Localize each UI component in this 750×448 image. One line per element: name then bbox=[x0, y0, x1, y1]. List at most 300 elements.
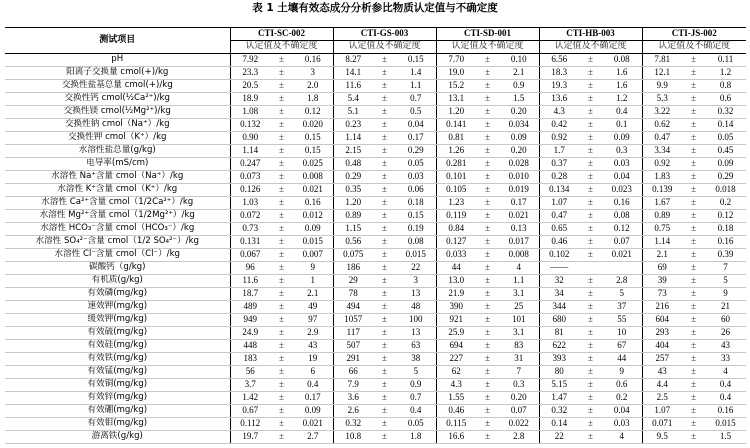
certified-value: 1.20 bbox=[436, 106, 476, 119]
uncertainty-value: 0.015 bbox=[293, 236, 333, 249]
certified-value: 8.27 bbox=[333, 54, 373, 67]
uncertainty-value: 0.07 bbox=[602, 236, 642, 249]
certified-value: 0.033 bbox=[436, 249, 476, 262]
certified-value: 622 bbox=[539, 340, 579, 353]
plus-minus-sign: ± bbox=[682, 67, 705, 80]
uncertainty-value: 2.7 bbox=[293, 431, 333, 444]
row-label: 交换性盐基总量 cmol(+)/kg bbox=[5, 80, 230, 93]
plus-minus-sign: ± bbox=[476, 210, 499, 223]
uncertainty-value: 0.007 bbox=[293, 249, 333, 262]
table-row bbox=[5, 236, 746, 249]
certified-value: 1.03 bbox=[230, 197, 270, 210]
plus-minus-sign: ± bbox=[579, 288, 602, 301]
uncertainty-value: 0.09 bbox=[293, 223, 333, 236]
uncertainty-value: 0.18 bbox=[705, 223, 746, 236]
plus-minus-sign: ± bbox=[373, 106, 396, 119]
row-label: 有效磷(mg/kg) bbox=[5, 288, 230, 301]
plus-minus-sign: ± bbox=[373, 301, 396, 314]
certified-value: 1.42 bbox=[230, 392, 270, 405]
uncertainty-value: 0.6 bbox=[602, 379, 642, 392]
plus-minus-sign: ± bbox=[579, 132, 602, 145]
plus-minus-sign: ± bbox=[270, 418, 293, 431]
certified-value: 13.1 bbox=[436, 93, 476, 106]
certified-value: 0.89 bbox=[642, 210, 682, 223]
uncertainty-value: 2.0 bbox=[293, 80, 333, 93]
plus-minus-sign: ± bbox=[476, 301, 499, 314]
plus-minus-sign: ± bbox=[373, 119, 396, 132]
certified-value: 9.9 bbox=[642, 80, 682, 93]
certified-value: 494 bbox=[333, 301, 373, 314]
uncertainty-value: 0.021 bbox=[602, 249, 642, 262]
plus-minus-sign: ± bbox=[579, 54, 602, 67]
table-row bbox=[5, 431, 746, 444]
plus-minus-sign: ± bbox=[579, 314, 602, 327]
row-label: pH bbox=[5, 54, 230, 67]
certified-value: 0.67 bbox=[230, 405, 270, 418]
plus-minus-sign: ± bbox=[270, 197, 293, 210]
uncertainty-value: 0.3 bbox=[499, 379, 539, 392]
uncertainty-value: 0.39 bbox=[705, 249, 746, 262]
plus-minus-sign: ± bbox=[579, 171, 602, 184]
plus-minus-sign: ± bbox=[579, 210, 602, 223]
uncertainty-value: 0.07 bbox=[499, 405, 539, 418]
plus-minus-sign: ± bbox=[579, 405, 602, 418]
plus-minus-sign: ± bbox=[270, 379, 293, 392]
certified-value: 15.2 bbox=[436, 80, 476, 93]
plus-minus-sign: ± bbox=[579, 340, 602, 353]
certified-value: 7.9 bbox=[333, 379, 373, 392]
uncertainty-value: 0.7 bbox=[396, 392, 436, 405]
uncertainty-value: 1.5 bbox=[499, 93, 539, 106]
uncertainty-value: 55 bbox=[602, 314, 642, 327]
certified-value: 2.15 bbox=[333, 145, 373, 158]
plus-minus-sign: ± bbox=[476, 379, 499, 392]
uncertainty-value: 0.09 bbox=[499, 132, 539, 145]
uncertainty-value: 19 bbox=[293, 353, 333, 366]
plus-minus-sign: ± bbox=[476, 93, 499, 106]
plus-minus-sign: ± bbox=[579, 197, 602, 210]
certified-value: 32 bbox=[539, 275, 579, 288]
certified-value: 56 bbox=[230, 366, 270, 379]
certified-value: 0.42 bbox=[539, 119, 579, 132]
uncertainty-value: 4 bbox=[705, 366, 746, 379]
certified-value: 0.14 bbox=[539, 418, 579, 431]
sub-header: 认定值及不确定度 bbox=[642, 41, 746, 54]
uncertainty-value: 43 bbox=[293, 340, 333, 353]
plus-minus-sign: ± bbox=[373, 353, 396, 366]
uncertainty-value: 9 bbox=[705, 288, 746, 301]
plus-minus-sign: ± bbox=[270, 54, 293, 67]
certified-value: 489 bbox=[230, 301, 270, 314]
certified-value: 1.14 bbox=[333, 132, 373, 145]
certified-value: 73 bbox=[642, 288, 682, 301]
plus-minus-sign: ± bbox=[682, 327, 705, 340]
plus-minus-sign: ± bbox=[373, 340, 396, 353]
row-label: 速效钾(mg/kg) bbox=[5, 301, 230, 314]
table-row bbox=[5, 418, 746, 431]
uncertainty-value: 48 bbox=[396, 301, 436, 314]
plus-minus-sign: ± bbox=[373, 210, 396, 223]
certified-value: 227 bbox=[436, 353, 476, 366]
plus-minus-sign: ± bbox=[373, 314, 396, 327]
certified-value: 0.29 bbox=[333, 171, 373, 184]
plus-minus-sign: ± bbox=[270, 236, 293, 249]
uncertainty-value: 1 bbox=[293, 275, 333, 288]
uncertainty-value: 33 bbox=[705, 353, 746, 366]
plus-minus-sign: ± bbox=[682, 158, 705, 171]
uncertainty-value: 0.16 bbox=[293, 54, 333, 67]
certified-value: 80 bbox=[539, 366, 579, 379]
row-label: 水溶性 Ca²⁺含量 cmol（1/2Ca²⁺）/kg bbox=[5, 197, 230, 210]
uncertainty-value: 0.15 bbox=[396, 210, 436, 223]
plus-minus-sign: ± bbox=[270, 184, 293, 197]
uncertainty-value: 0.03 bbox=[602, 158, 642, 171]
uncertainty-value: 0.08 bbox=[602, 210, 642, 223]
certified-value: 44 bbox=[436, 262, 476, 275]
uncertainty-value: 0.08 bbox=[602, 54, 642, 67]
certified-value: 2.1 bbox=[642, 249, 682, 262]
plus-minus-sign: ± bbox=[579, 67, 602, 80]
plus-minus-sign: ± bbox=[373, 275, 396, 288]
certified-value: 1.47 bbox=[539, 392, 579, 405]
certified-value: 694 bbox=[436, 340, 476, 353]
plus-minus-sign: ± bbox=[373, 405, 396, 418]
certified-value: 0.281 bbox=[436, 158, 476, 171]
certified-value: 3.6 bbox=[333, 392, 373, 405]
table-row bbox=[5, 379, 746, 392]
certified-value: 0.32 bbox=[539, 405, 579, 418]
uncertainty-value: 43 bbox=[705, 340, 746, 353]
plus-minus-sign: ± bbox=[476, 80, 499, 93]
certified-value: 19.0 bbox=[436, 67, 476, 80]
plus-minus-sign: ± bbox=[270, 327, 293, 340]
plus-minus-sign: ± bbox=[579, 119, 602, 132]
certified-value: 390 bbox=[436, 301, 476, 314]
certified-value: 1.83 bbox=[642, 171, 682, 184]
uncertainty-value: 21 bbox=[705, 301, 746, 314]
certified-value: 117 bbox=[333, 327, 373, 340]
certified-value: 0.112 bbox=[230, 418, 270, 431]
certified-value: 1.20 bbox=[333, 197, 373, 210]
plus-minus-sign: ± bbox=[476, 106, 499, 119]
plus-minus-sign: ± bbox=[373, 379, 396, 392]
certified-value: 0.102 bbox=[539, 249, 579, 262]
uncertainty-value: 0.13 bbox=[499, 223, 539, 236]
plus-minus-sign: ± bbox=[270, 275, 293, 288]
plus-minus-sign: ± bbox=[476, 119, 499, 132]
uncertainty-value: 0.021 bbox=[293, 418, 333, 431]
uncertainty-value: 0.9 bbox=[396, 379, 436, 392]
plus-minus-sign: ± bbox=[682, 288, 705, 301]
uncertainty-value: 0.010 bbox=[499, 171, 539, 184]
certified-value: 18.7 bbox=[230, 288, 270, 301]
plus-minus-sign: ± bbox=[682, 301, 705, 314]
certified-value: 3.22 bbox=[642, 106, 682, 119]
uncertainty-value: 0.05 bbox=[396, 158, 436, 171]
uncertainty-value: 0.4 bbox=[705, 379, 746, 392]
plus-minus-sign: ± bbox=[682, 340, 705, 353]
plus-minus-sign: ± bbox=[373, 132, 396, 145]
certified-value: 1.7 bbox=[539, 145, 579, 158]
certified-value: 1.23 bbox=[436, 197, 476, 210]
row-label: 水溶性 Mg²⁺含量 cmol（1/2Mg²⁺）/kg bbox=[5, 210, 230, 223]
plus-minus-sign: ± bbox=[682, 184, 705, 197]
certified-value: 0.84 bbox=[436, 223, 476, 236]
uncertainty-value: 3 bbox=[396, 275, 436, 288]
row-label: 交换性钙 cmol(½Ca²⁺)/kg bbox=[5, 93, 230, 106]
plus-minus-sign: ± bbox=[373, 184, 396, 197]
plus-minus-sign: ± bbox=[579, 392, 602, 405]
certified-value: 1.07 bbox=[642, 405, 682, 418]
uncertainty-value: 0.012 bbox=[293, 210, 333, 223]
uncertainty-value: 0.12 bbox=[602, 223, 642, 236]
uncertainty-value: 0.18 bbox=[396, 197, 436, 210]
certified-value: 0.119 bbox=[436, 210, 476, 223]
plus-minus-sign: ± bbox=[682, 353, 705, 366]
certified-value: 3.34 bbox=[642, 145, 682, 158]
uncertainty-value: 0.16 bbox=[705, 405, 746, 418]
certified-value: 0.32 bbox=[333, 418, 373, 431]
plus-minus-sign: ± bbox=[579, 275, 602, 288]
row-label: 阳离子交换量 cmol(+)/kg bbox=[5, 67, 230, 80]
uncertainty-value: 1.2 bbox=[602, 93, 642, 106]
certified-value: 0.37 bbox=[539, 158, 579, 171]
plus-minus-sign: ± bbox=[476, 249, 499, 262]
certified-value: 0.65 bbox=[539, 223, 579, 236]
plus-minus-sign: ± bbox=[476, 184, 499, 197]
plus-minus-sign: ± bbox=[579, 379, 602, 392]
certified-value: 183 bbox=[230, 353, 270, 366]
certified-value: 19.7 bbox=[230, 431, 270, 444]
plus-minus-sign: ± bbox=[373, 288, 396, 301]
plus-minus-sign: ± bbox=[682, 223, 705, 236]
uncertainty-value: 0.04 bbox=[602, 171, 642, 184]
table-body bbox=[5, 54, 746, 444]
certified-value: 344 bbox=[539, 301, 579, 314]
uncertainty-value: 2.8 bbox=[602, 275, 642, 288]
certified-value: 0.073 bbox=[230, 171, 270, 184]
uncertainty-value: 0.034 bbox=[499, 119, 539, 132]
plus-minus-sign: ± bbox=[270, 301, 293, 314]
row-label: 交换性钾 cmol（K⁺）/kg bbox=[5, 132, 230, 145]
table-row bbox=[5, 223, 746, 236]
plus-minus-sign: ± bbox=[373, 418, 396, 431]
uncertainty-value: 0.11 bbox=[705, 54, 746, 67]
uncertainty-value: 9 bbox=[602, 366, 642, 379]
row-label: 交换性镁 cmol(½Mg²⁺)/kg bbox=[5, 106, 230, 119]
uncertainty-value: 0.03 bbox=[602, 418, 642, 431]
uncertainty-value: 0.06 bbox=[396, 184, 436, 197]
certified-value: —— bbox=[539, 262, 579, 275]
plus-minus-sign: ± bbox=[373, 262, 396, 275]
plus-minus-sign: ± bbox=[270, 158, 293, 171]
plus-minus-sign: ± bbox=[579, 353, 602, 366]
plus-minus-sign: ± bbox=[476, 288, 499, 301]
plus-minus-sign: ± bbox=[682, 366, 705, 379]
certified-value: 0.35 bbox=[333, 184, 373, 197]
uncertainty-value: 0.4 bbox=[602, 106, 642, 119]
row-label: 有效锰(mg/kg) bbox=[5, 366, 230, 379]
uncertainty-value: 1.4 bbox=[396, 67, 436, 80]
plus-minus-sign: ± bbox=[270, 262, 293, 275]
sub-header: 认定值及不确定度 bbox=[539, 41, 642, 54]
table-row bbox=[5, 171, 746, 184]
certified-value: 69 bbox=[642, 262, 682, 275]
certified-value: 0.75 bbox=[642, 223, 682, 236]
uncertainty-value: 4 bbox=[499, 262, 539, 275]
plus-minus-sign: ± bbox=[476, 145, 499, 158]
row-label: 水溶性 HCO₃⁻含量 cmol（HCO₃⁻）/kg bbox=[5, 223, 230, 236]
uncertainty-value: 0.09 bbox=[705, 158, 746, 171]
plus-minus-sign: ± bbox=[476, 158, 499, 171]
uncertainty-value: 0.17 bbox=[293, 392, 333, 405]
uncertainty-value: 0.8 bbox=[705, 80, 746, 93]
plus-minus-sign: ± bbox=[476, 262, 499, 275]
plus-minus-sign: ± bbox=[373, 145, 396, 158]
certified-value: 0.28 bbox=[539, 171, 579, 184]
uncertainty-value: 0.008 bbox=[293, 171, 333, 184]
table-row bbox=[5, 184, 746, 197]
uncertainty-value: 0.20 bbox=[499, 392, 539, 405]
certified-value: 14.1 bbox=[333, 67, 373, 80]
plus-minus-sign: ± bbox=[270, 93, 293, 106]
uncertainty-value: 0.20 bbox=[499, 106, 539, 119]
certified-value: 0.126 bbox=[230, 184, 270, 197]
uncertainty-value: 13 bbox=[396, 327, 436, 340]
certified-value: 5.15 bbox=[539, 379, 579, 392]
certified-value: 4.3 bbox=[539, 106, 579, 119]
certified-value: 0.56 bbox=[333, 236, 373, 249]
plus-minus-sign: ± bbox=[682, 275, 705, 288]
plus-minus-sign: ± bbox=[682, 80, 705, 93]
table-row bbox=[5, 301, 746, 314]
uncertainty-value: 0.17 bbox=[499, 197, 539, 210]
certified-value: 7.92 bbox=[230, 54, 270, 67]
certified-value: 6.56 bbox=[539, 54, 579, 67]
sub-header: 认定值及不确定度 bbox=[333, 41, 436, 54]
plus-minus-sign: ± bbox=[373, 236, 396, 249]
uncertainty-value: 0.29 bbox=[396, 145, 436, 158]
plus-minus-sign: ± bbox=[270, 288, 293, 301]
uncertainty-value: 0.4 bbox=[705, 392, 746, 405]
plus-minus-sign: ± bbox=[373, 93, 396, 106]
certified-value: 12.1 bbox=[642, 67, 682, 80]
certified-value: 1.08 bbox=[230, 106, 270, 119]
uncertainty-value: 0.2 bbox=[602, 392, 642, 405]
uncertainty-value: 1.6 bbox=[602, 80, 642, 93]
uncertainty-value: 0.9 bbox=[499, 80, 539, 93]
certified-value: 66 bbox=[333, 366, 373, 379]
uncertainty-value: 0.05 bbox=[396, 418, 436, 431]
plus-minus-sign: ± bbox=[476, 418, 499, 431]
plus-minus-sign: ± bbox=[270, 145, 293, 158]
certified-value: 0.46 bbox=[539, 236, 579, 249]
plus-minus-sign: ± bbox=[682, 405, 705, 418]
uncertainty-value: 0.16 bbox=[602, 197, 642, 210]
table-row bbox=[5, 158, 746, 171]
plus-minus-sign: ± bbox=[682, 249, 705, 262]
certified-value: 5.4 bbox=[333, 93, 373, 106]
table-row bbox=[5, 314, 746, 327]
plus-minus-sign: ± bbox=[270, 314, 293, 327]
uncertainty-value: 7 bbox=[499, 366, 539, 379]
certified-value: 4.4 bbox=[642, 379, 682, 392]
certified-value: 0.127 bbox=[436, 236, 476, 249]
plus-minus-sign: ± bbox=[579, 93, 602, 106]
certified-value: 0.132 bbox=[230, 119, 270, 132]
plus-minus-sign: ± bbox=[476, 405, 499, 418]
certified-value: 20.5 bbox=[230, 80, 270, 93]
table-row bbox=[5, 93, 746, 106]
plus-minus-sign: ± bbox=[476, 67, 499, 80]
plus-minus-sign: ± bbox=[270, 132, 293, 145]
certified-value: 13.0 bbox=[436, 275, 476, 288]
certified-value: 81 bbox=[539, 327, 579, 340]
uncertainty-value: 31 bbox=[499, 353, 539, 366]
plus-minus-sign: ± bbox=[270, 210, 293, 223]
row-label: 交换性钠 cmol（Na⁺）/kg bbox=[5, 119, 230, 132]
plus-minus-sign: ± bbox=[270, 80, 293, 93]
reference-values-table bbox=[5, 27, 746, 444]
uncertainty-value: 0.015 bbox=[705, 418, 746, 431]
plus-minus-sign: ± bbox=[476, 236, 499, 249]
plus-minus-sign: ± bbox=[270, 431, 293, 444]
plus-minus-sign: ± bbox=[373, 67, 396, 80]
table-row bbox=[5, 210, 746, 223]
plus-minus-sign: ± bbox=[579, 106, 602, 119]
table-row bbox=[5, 392, 746, 405]
certified-value: 4.3 bbox=[436, 379, 476, 392]
certified-value: 23.3 bbox=[230, 67, 270, 80]
uncertainty-value: 0.19 bbox=[396, 223, 436, 236]
plus-minus-sign: ± bbox=[373, 171, 396, 184]
uncertainty-value: 0.15 bbox=[293, 132, 333, 145]
row-label: 有效铁(mg/kg) bbox=[5, 353, 230, 366]
certified-value: 257 bbox=[642, 353, 682, 366]
certified-value: 78 bbox=[333, 288, 373, 301]
plus-minus-sign bbox=[579, 262, 602, 275]
uncertainty-value: 0.14 bbox=[705, 119, 746, 132]
certified-value: 448 bbox=[230, 340, 270, 353]
certified-value: 0.247 bbox=[230, 158, 270, 171]
plus-minus-sign: ± bbox=[682, 431, 705, 444]
uncertainty-value: 22 bbox=[396, 262, 436, 275]
plus-minus-sign: ± bbox=[579, 145, 602, 158]
plus-minus-sign: ± bbox=[682, 210, 705, 223]
sample-header-row bbox=[5, 28, 746, 41]
certified-value: 1.14 bbox=[230, 145, 270, 158]
uncertainty-value: 0.09 bbox=[293, 405, 333, 418]
uncertainty-value: 3.1 bbox=[499, 288, 539, 301]
item-column-header: 测试项目 bbox=[5, 28, 230, 54]
certified-value: 0.48 bbox=[333, 158, 373, 171]
uncertainty-value: 1.2 bbox=[705, 67, 746, 80]
uncertainty-value: 0.4 bbox=[396, 405, 436, 418]
plus-minus-sign: ± bbox=[270, 106, 293, 119]
uncertainty-value: 0.29 bbox=[705, 171, 746, 184]
plus-minus-sign: ± bbox=[476, 366, 499, 379]
row-label: 水溶性 K⁺含量 cmol（K⁺）/kg bbox=[5, 184, 230, 197]
table-row bbox=[5, 340, 746, 353]
uncertainty-value: 0.021 bbox=[499, 210, 539, 223]
uncertainty-value: 0.12 bbox=[293, 106, 333, 119]
table-row bbox=[5, 67, 746, 80]
certified-value: 0.071 bbox=[642, 418, 682, 431]
certified-value: 1057 bbox=[333, 314, 373, 327]
plus-minus-sign: ± bbox=[373, 392, 396, 405]
uncertainty-value: 0.03 bbox=[396, 171, 436, 184]
certified-value: 1.26 bbox=[436, 145, 476, 158]
